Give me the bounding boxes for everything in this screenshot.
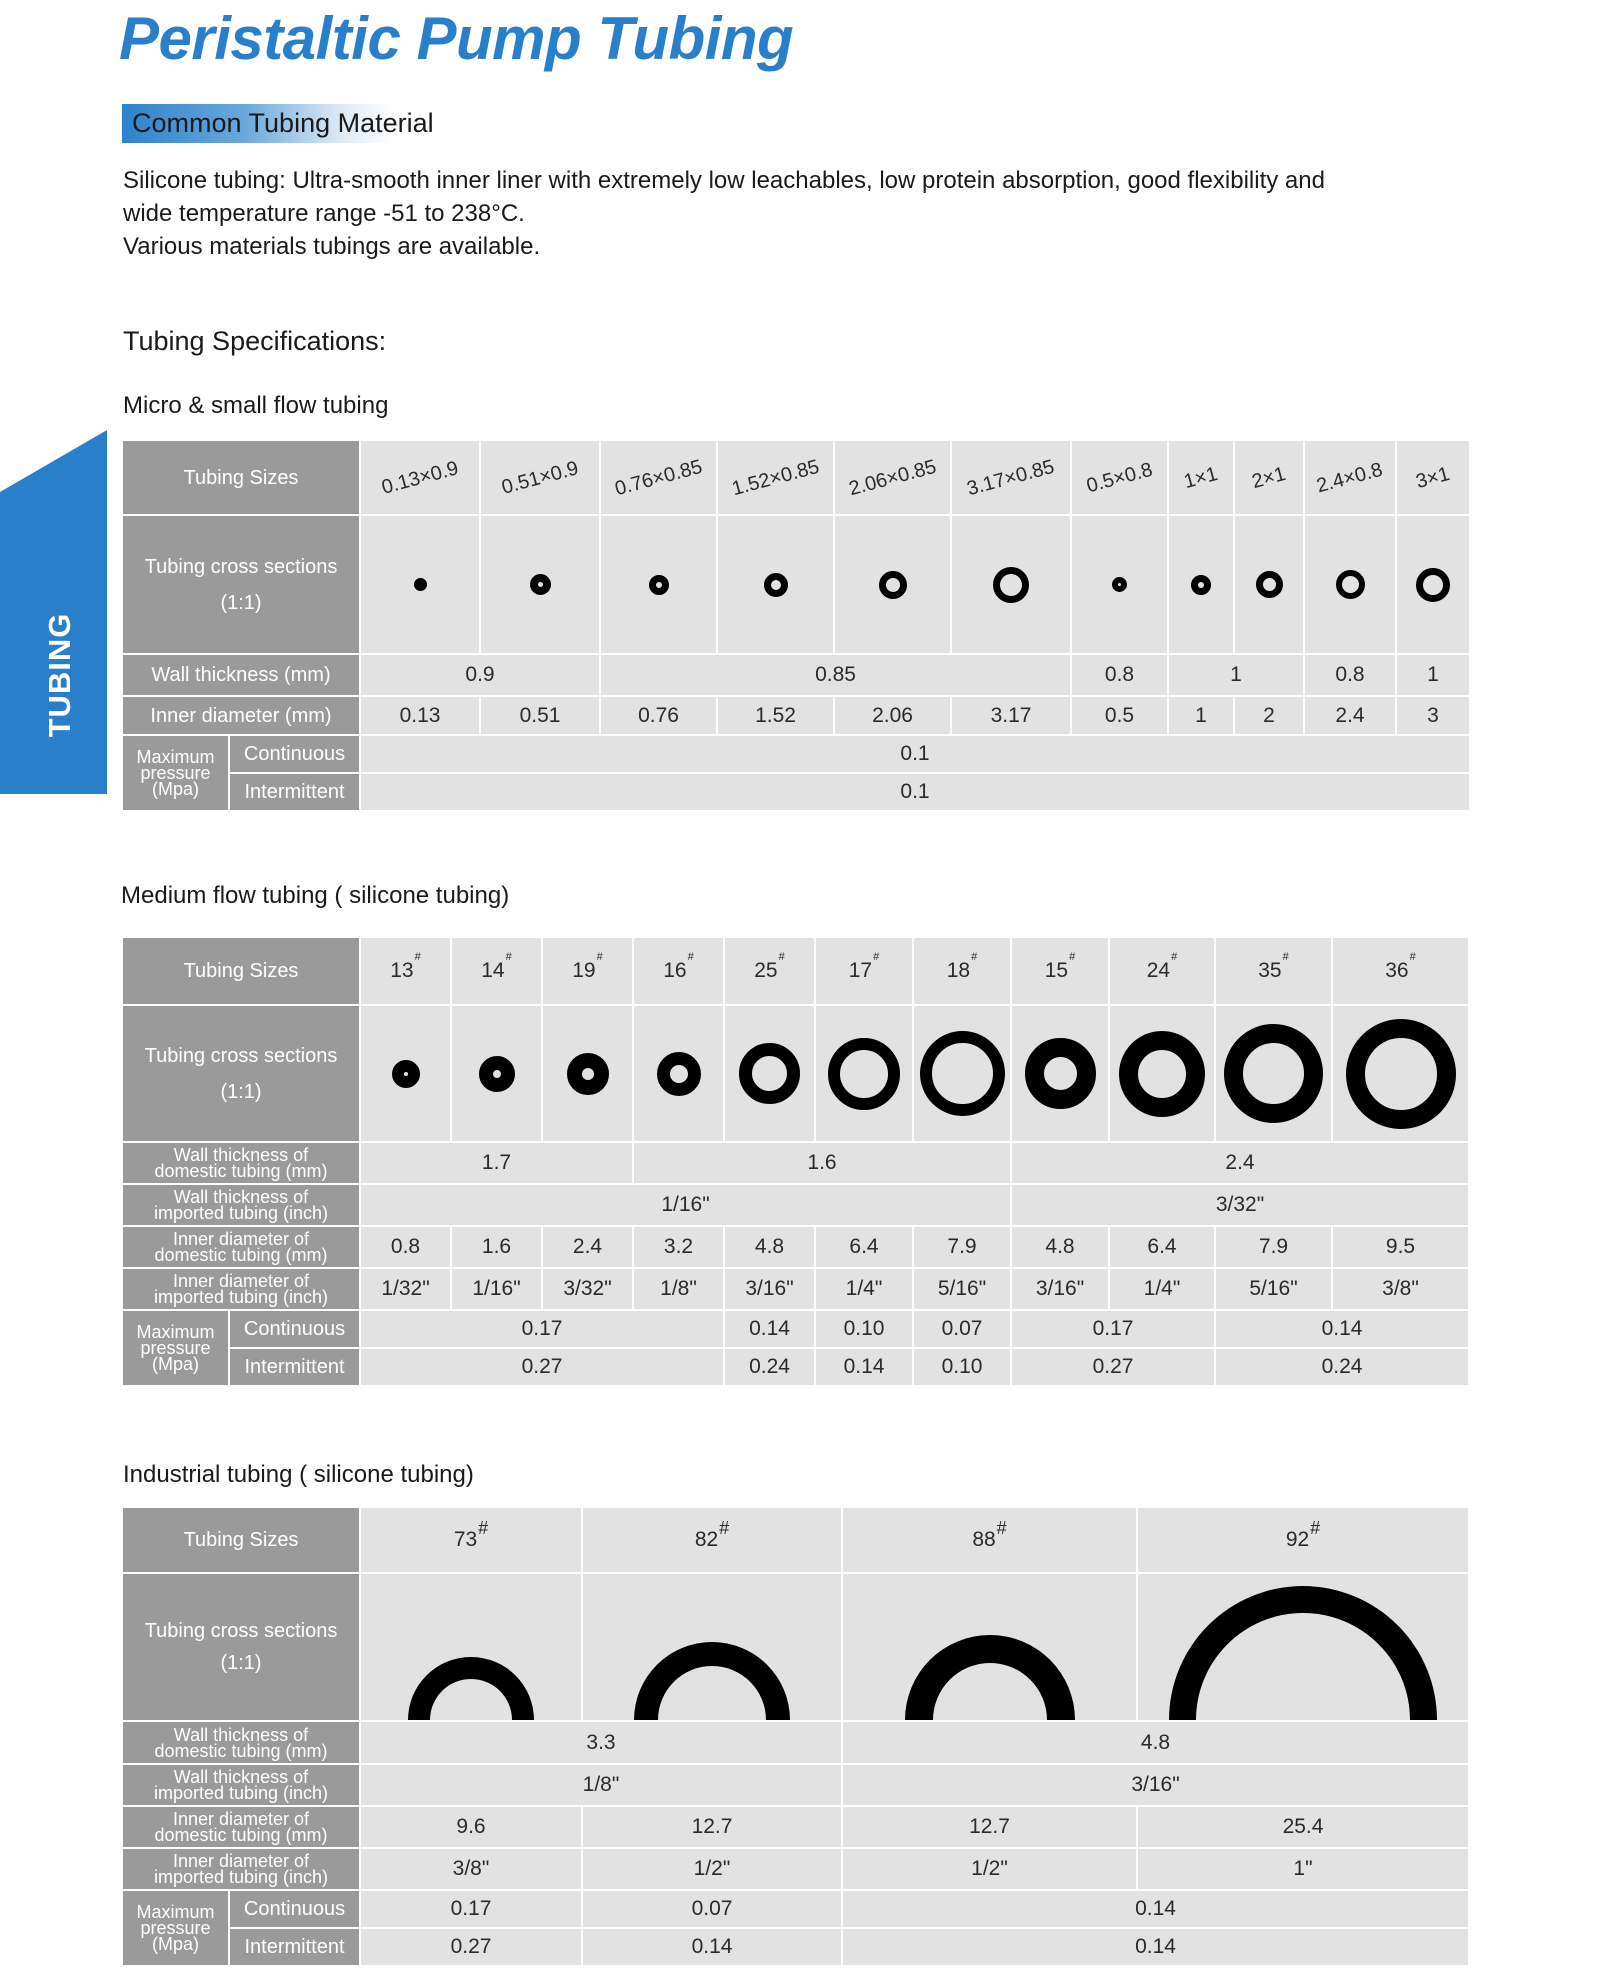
size-label: 82 (694, 1528, 719, 1551)
row-header-line: pressure (140, 1338, 211, 1358)
tube-cross-section (764, 573, 788, 597)
row-header-line: Inner diameter of (172, 1809, 310, 1829)
spec-heading: Tubing Specifications: (123, 326, 387, 356)
table-cell: 1.6 (451, 1226, 542, 1268)
size-hash: # (996, 1518, 1007, 1538)
row-header: Intermittent (229, 1928, 360, 1966)
size-cell (633, 937, 724, 1005)
industrial-tubing-table (121, 1506, 1470, 1967)
side-tab-label: TUBING (42, 612, 77, 738)
size-cell (1304, 440, 1396, 515)
wall-domestic-row (122, 1142, 1469, 1184)
row-header: Continuous (229, 1890, 360, 1928)
inner-domestic-row (122, 1806, 1469, 1848)
size-cell (815, 937, 913, 1005)
row-header-line: Inner diameter of (172, 1229, 310, 1249)
size-hash: # (1171, 951, 1178, 963)
inner-domestic-row (122, 1226, 1469, 1268)
cross-section-cell (834, 515, 951, 654)
table-cell: 5/16" (1215, 1268, 1332, 1310)
pressure-header (122, 1310, 229, 1386)
wall-imported-row (122, 1764, 1469, 1806)
table-cell: 3/8" (360, 1848, 582, 1890)
size-label: 2×1 (1249, 462, 1289, 493)
size-hash: # (1282, 951, 1289, 963)
table-cell: 0.14 (842, 1890, 1469, 1928)
row-header-line: domestic tubing (mm) (154, 1825, 328, 1845)
size-label: 3.17×0.85 (964, 455, 1057, 500)
size-label: 1×1 (1181, 462, 1221, 493)
tube-cross-section (1119, 1031, 1205, 1117)
inner-imported-row (122, 1268, 1469, 1310)
table-cell: 0.17 (360, 1310, 724, 1348)
cross-section-cell (633, 1005, 724, 1142)
cross-section-cell (582, 1573, 842, 1721)
size-cell (600, 440, 717, 515)
size-cell (951, 440, 1071, 515)
table-cell: 1 (1168, 696, 1234, 735)
table-cell: 2 (1234, 696, 1304, 735)
row-header (122, 1142, 360, 1184)
table-cell: 0.07 (913, 1310, 1011, 1348)
side-tab-label-wrap (30, 612, 90, 738)
size-hash: # (778, 951, 785, 963)
size-cell (1234, 440, 1304, 515)
table-cell: 1/2" (582, 1848, 842, 1890)
cross-section-row (122, 1005, 1469, 1142)
cross-section-cell (600, 515, 717, 654)
table-cell: 1.52 (717, 696, 834, 735)
row-header: Tubing Sizes (122, 1507, 360, 1573)
row-header-line: Maximum (136, 1902, 215, 1922)
size-cell (913, 937, 1011, 1005)
sizes-row (122, 440, 1470, 515)
tube-cross-section (479, 1056, 515, 1092)
table-cell: 3/16" (1011, 1268, 1109, 1310)
row-header (122, 1268, 360, 1310)
table-cell: 1/32" (360, 1268, 451, 1310)
size-hash: # (971, 951, 978, 963)
row-header-line: (1:1) (220, 1080, 262, 1103)
size-label: 35 (1258, 959, 1282, 982)
medium-tubing-table (121, 936, 1470, 1387)
tube-cross-section (649, 575, 669, 595)
micro-tubing-table (121, 439, 1471, 812)
intermittent-pressure-row (122, 1928, 1469, 1966)
micro-section-title: Micro & small flow tubing (123, 392, 389, 419)
inner-imported-row (122, 1848, 1469, 1890)
tube-cross-section (1224, 1024, 1323, 1123)
cross-section-cell (480, 515, 600, 654)
table-cell: 3/16" (842, 1764, 1469, 1806)
wall-thickness-row (122, 654, 1470, 696)
sizes-row (122, 937, 1469, 1005)
size-label: 15 (1044, 959, 1069, 982)
tube-cross-section (1025, 1038, 1096, 1109)
row-header-line: Inner diameter of (172, 1271, 310, 1291)
table-cell: 0.07 (582, 1890, 842, 1928)
table-cell: 0.85 (600, 654, 1071, 696)
intermittent-pressure-row (122, 1348, 1469, 1386)
cross-section-cell (1071, 515, 1168, 654)
tube-cross-section (657, 1052, 701, 1096)
size-label: 0.5×0.8 (1084, 458, 1155, 497)
size-cell (1011, 937, 1109, 1005)
tube-cross-section (1112, 577, 1127, 592)
table-cell: 3.17 (951, 696, 1071, 735)
table-cell: 12.7 (582, 1806, 842, 1848)
size-hash: # (719, 1518, 730, 1538)
table-cell: 4.8 (724, 1226, 815, 1268)
table-cell: 1 (1168, 654, 1304, 696)
row-header-line: Inner diameter of (172, 1851, 310, 1871)
table-cell: 4.8 (1011, 1226, 1109, 1268)
tube-cross-section (879, 571, 907, 599)
row-header-line: Wall thickness of (173, 1767, 309, 1787)
table-cell: 3/32" (1011, 1184, 1469, 1226)
row-header-line: (Mpa) (151, 1354, 199, 1374)
cross-section-cell (1332, 1005, 1469, 1142)
size-label: 92 (1285, 1528, 1310, 1551)
table-cell: 1/8" (633, 1268, 724, 1310)
row-header-line: domestic tubing (mm) (154, 1245, 328, 1265)
row-header (122, 1848, 360, 1890)
tube-cross-section (1191, 575, 1211, 595)
size-cell (1396, 440, 1470, 515)
table-cell: 0.1 (360, 773, 1470, 811)
cross-section-cell (360, 515, 480, 654)
table-cell: 0.8 (360, 1226, 451, 1268)
size-label: 19 (572, 959, 596, 982)
table-cell: 0.14 (724, 1310, 815, 1348)
size-label: 73 (453, 1528, 478, 1551)
page-title: Peristaltic Pump Tubing (119, 5, 794, 72)
row-header: Continuous (229, 1310, 360, 1348)
tube-cross-section (903, 1574, 1077, 1720)
table-cell: 3/8" (1332, 1268, 1469, 1310)
sizes-row (122, 1507, 1469, 1573)
row-header-line: imported tubing (inch) (153, 1867, 329, 1887)
table-cell: 1/4" (1109, 1268, 1215, 1310)
material-subheading-label: Common Tubing Material (132, 108, 434, 138)
table-cell: 2.4 (1304, 696, 1396, 735)
wall-imported-row (122, 1184, 1469, 1226)
row-header-line: pressure (140, 1918, 211, 1938)
cross-section-row (122, 515, 1470, 654)
tube-cross-section (739, 1043, 800, 1104)
row-header: Continuous (229, 735, 360, 773)
intro-line: Various materials tubings are available. (123, 233, 541, 260)
size-label: 3×1 (1413, 462, 1453, 493)
table-cell: 0.1 (360, 735, 1470, 773)
table-cell: 1/16" (451, 1268, 542, 1310)
size-cell (717, 440, 834, 515)
table-cell: 1/4" (815, 1268, 913, 1310)
size-label: 88 (972, 1528, 996, 1551)
row-header-line: imported tubing (inch) (153, 1783, 329, 1803)
size-label: 18 (946, 959, 971, 982)
size-hash: # (505, 951, 512, 963)
table-cell: 0.5 (1071, 696, 1168, 735)
table-cell: 0.8 (1304, 654, 1396, 696)
size-cell (1109, 937, 1215, 1005)
intro-text (123, 164, 1453, 263)
cross-section-cell (717, 515, 834, 654)
table-cell: 3/16" (724, 1268, 815, 1310)
row-header-line: Tubing cross sections (144, 1620, 338, 1642)
row-header-line: domestic tubing (mm) (154, 1161, 328, 1181)
tube-cross-section (1416, 568, 1450, 602)
table-cell: 7.9 (1215, 1226, 1332, 1268)
table-cell: 6.4 (1109, 1226, 1215, 1268)
cross-section-cell (1234, 515, 1304, 654)
table-cell: 1.7 (360, 1142, 633, 1184)
table-cell: 1.6 (633, 1142, 1011, 1184)
size-cell (724, 937, 815, 1005)
industrial-section-title: Industrial tubing ( silicone tubing) (123, 1461, 474, 1488)
table-cell: 2.4 (1011, 1142, 1469, 1184)
size-label: 17 (848, 959, 873, 982)
table-cell: 0.24 (1215, 1348, 1469, 1386)
table-cell: 0.14 (815, 1348, 913, 1386)
cross-section-cell (724, 1005, 815, 1142)
table-cell: 0.76 (600, 696, 717, 735)
row-header-line: imported tubing (inch) (153, 1203, 329, 1223)
row-header: Intermittent (229, 1348, 360, 1386)
table-cell: 3/32" (542, 1268, 633, 1310)
table-cell: 2.4 (542, 1226, 633, 1268)
cross-section-cell (1011, 1005, 1109, 1142)
cross-section-cell (1215, 1005, 1332, 1142)
row-header-line: (Mpa) (151, 779, 199, 799)
tube-cross-section (828, 1038, 900, 1110)
size-label: 0.51×0.9 (499, 456, 581, 499)
intro-line: wide temperature range -51 to 238°C. (123, 200, 525, 227)
size-label: 0.76×0.85 (612, 455, 705, 500)
size-cell (480, 440, 600, 515)
tube-cross-section (1167, 1574, 1439, 1720)
tube-cross-section (632, 1574, 792, 1720)
size-cell (1137, 1507, 1469, 1573)
table-cell: 0.13 (360, 696, 480, 735)
row-header (122, 1721, 360, 1764)
table-cell: 7.9 (913, 1226, 1011, 1268)
pressure-header (122, 735, 229, 811)
tube-cross-section (993, 567, 1029, 603)
table-cell: 9.5 (1332, 1226, 1469, 1268)
table-cell: 0.14 (582, 1928, 842, 1966)
continuous-pressure-row (122, 1890, 1469, 1928)
row-header-line: (Mpa) (151, 1934, 199, 1954)
table-cell: 2.06 (834, 696, 951, 735)
row-header-line: Wall thickness of (173, 1187, 309, 1207)
size-label: 25 (754, 959, 778, 982)
size-hash: # (687, 951, 694, 963)
cross-section-cell (1304, 515, 1396, 654)
cross-section-cell (913, 1005, 1011, 1142)
tube-cross-section (567, 1053, 609, 1095)
table-cell: 25.4 (1137, 1806, 1469, 1848)
continuous-pressure-row (122, 735, 1470, 773)
row-header (122, 1806, 360, 1848)
size-cell (1071, 440, 1168, 515)
size-cell (451, 937, 542, 1005)
row-header (122, 1764, 360, 1806)
cross-section-cell (815, 1005, 913, 1142)
table-cell: 0.27 (1011, 1348, 1215, 1386)
row-header-line: Wall thickness of (173, 1724, 309, 1745)
cross-section-cell (360, 1005, 451, 1142)
table-cell: 12.7 (842, 1806, 1137, 1848)
wall-domestic-row (122, 1721, 1469, 1764)
row-header-line: domestic tubing (mm) (154, 1740, 328, 1761)
size-label: 24 (1146, 959, 1171, 982)
intro-line: Silicone tubing: Ultra-smooth inner liner with extremely low leachables, low protein absorption, good flexibility and (123, 167, 1325, 194)
row-header-line: Tubing cross sections (144, 1044, 338, 1067)
table-cell: 3 (1396, 696, 1470, 735)
row-header: Intermittent (229, 773, 360, 811)
table-cell: 3.3 (360, 1721, 842, 1764)
cross-section-cell (1168, 515, 1234, 654)
size-label: 13 (390, 959, 414, 982)
cross-section-cell (360, 1573, 582, 1721)
size-cell (1168, 440, 1234, 515)
table-cell: 0.27 (360, 1928, 582, 1966)
size-label: 2.06×0.85 (846, 455, 939, 500)
cross-section-cell (542, 1005, 633, 1142)
size-label: 2.4×0.8 (1314, 458, 1386, 497)
row-header (122, 1226, 360, 1268)
table-cell: 0.24 (724, 1348, 815, 1386)
table-cell: 0.14 (842, 1928, 1469, 1966)
size-hash: # (873, 951, 880, 963)
table-cell: 9.6 (360, 1806, 582, 1848)
row-header-line: Wall thickness of (173, 1145, 309, 1165)
table-cell: 6.4 (815, 1226, 913, 1268)
cross-section-cell (951, 515, 1071, 654)
size-label: 1.52×0.85 (729, 455, 822, 500)
row-header (122, 1184, 360, 1226)
size-hash: # (1409, 951, 1416, 963)
table-cell: 1/8" (360, 1764, 842, 1806)
size-hash: # (1069, 951, 1076, 963)
row-header-line: imported tubing (inch) (153, 1287, 329, 1307)
row-header (122, 1005, 360, 1142)
table-cell: 1" (1137, 1848, 1469, 1890)
tube-cross-section (392, 1060, 420, 1088)
size-hash: # (1310, 1518, 1321, 1538)
size-cell (1215, 937, 1332, 1005)
table-cell: 0.8 (1071, 654, 1168, 696)
size-cell (360, 937, 451, 1005)
table-cell: 0.17 (1011, 1310, 1215, 1348)
cross-section-cell (1396, 515, 1470, 654)
tube-cross-section (1256, 571, 1283, 598)
size-label: 14 (481, 959, 505, 982)
row-header: Wall thickness (mm) (122, 654, 360, 696)
row-header: Tubing Sizes (122, 937, 360, 1005)
table-cell: 1 (1396, 654, 1470, 696)
tube-cross-section (920, 1031, 1005, 1116)
cross-section-cell (1109, 1005, 1215, 1142)
size-cell (834, 440, 951, 515)
cross-section-cell (451, 1005, 542, 1142)
cross-section-cell (842, 1573, 1137, 1721)
size-cell (360, 440, 480, 515)
row-header-line: (1:1) (220, 1652, 262, 1674)
table-cell: 0.27 (360, 1348, 724, 1386)
row-header-line: Maximum (136, 747, 215, 767)
table-cell: 1/16" (360, 1184, 1011, 1226)
row-header: Inner diameter (mm) (122, 696, 360, 735)
material-subheading (122, 104, 434, 143)
row-header-line: Tubing cross sections (144, 555, 338, 578)
tube-cross-section (414, 578, 427, 591)
size-cell (542, 937, 633, 1005)
row-header (122, 1573, 360, 1721)
size-label: 0.13×0.9 (379, 456, 461, 499)
table-cell: 1/2" (842, 1848, 1137, 1890)
size-hash: # (478, 1518, 489, 1538)
table-cell: 0.10 (815, 1310, 913, 1348)
table-cell: 3.2 (633, 1226, 724, 1268)
row-header-line: pressure (140, 763, 211, 783)
table-cell: 0.51 (480, 696, 600, 735)
row-header: Tubing Sizes (122, 440, 360, 515)
intermittent-pressure-row (122, 773, 1470, 811)
size-hash: # (596, 951, 603, 963)
table-cell: 0.14 (1215, 1310, 1469, 1348)
row-header-line: (1:1) (220, 591, 262, 614)
table-cell: 5/16" (913, 1268, 1011, 1310)
tube-cross-section (1336, 570, 1365, 599)
inner-diameter-row (122, 696, 1470, 735)
table-cell: 0.9 (360, 654, 600, 696)
pressure-header (122, 1890, 229, 1966)
medium-section-title: Medium flow tubing ( silicone tubing) (121, 882, 510, 909)
size-label: 16 (663, 959, 687, 982)
table-cell: 0.17 (360, 1890, 582, 1928)
tube-cross-section (406, 1574, 536, 1720)
size-cell (842, 1507, 1137, 1573)
table-cell: 4.8 (842, 1721, 1469, 1764)
table-cell: 0.10 (913, 1348, 1011, 1386)
size-cell (1332, 937, 1469, 1005)
continuous-pressure-row (122, 1310, 1469, 1348)
cross-section-cell (1137, 1573, 1469, 1721)
cross-section-row (122, 1573, 1469, 1721)
tube-cross-section (1346, 1019, 1456, 1129)
size-cell (360, 1507, 582, 1573)
size-cell (582, 1507, 842, 1573)
tube-cross-section (530, 574, 551, 595)
row-header (122, 515, 360, 654)
row-header-line: Maximum (136, 1322, 215, 1342)
size-hash: # (414, 951, 421, 963)
size-label: 36 (1385, 959, 1409, 982)
